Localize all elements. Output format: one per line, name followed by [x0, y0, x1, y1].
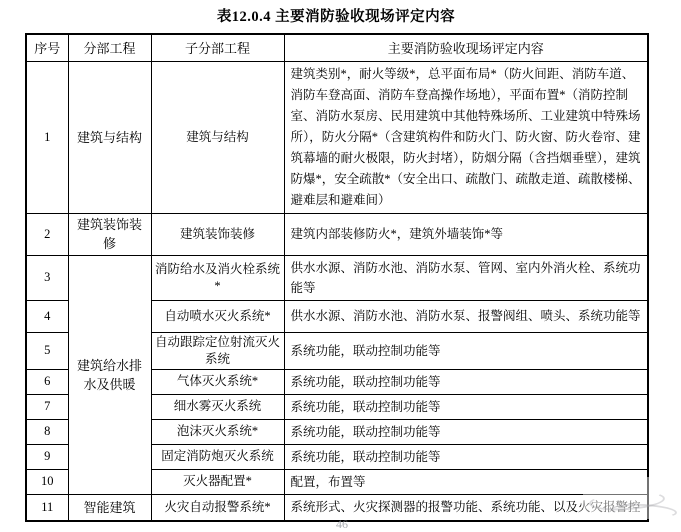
seq-cell: 10: [26, 469, 68, 494]
header-division: 分部工程: [68, 34, 151, 61]
seq-cell: 7: [26, 394, 68, 419]
fire-acceptance-table: [25, 33, 649, 522]
content-cell: 系统功能，联动控制功能等: [284, 419, 648, 444]
division-cell-merged: [68, 255, 151, 494]
seq-cell: 1: [26, 61, 68, 213]
table-title: 表12.0.4 主要消防验收现场评定内容: [216, 9, 456, 25]
subdivision-cell: 细水雾灭火系统: [151, 394, 284, 419]
table-row: [26, 213, 648, 255]
subdivision-cell: 灭火器配置*: [151, 469, 284, 494]
division-cell: [68, 494, 151, 521]
seq-cell: 4: [26, 300, 68, 332]
content-cell: 供水水源、消防水池、消防水泵、管网、室内外消火栓、系统功能等: [284, 255, 648, 300]
subdivision-cell: 自动跟踪定位射流灭火系统: [151, 332, 284, 369]
seq-cell: 3: [26, 255, 68, 300]
seq-cell: 9: [26, 444, 68, 469]
subdivision-cell: 自动喷水灭火系统*: [151, 300, 284, 332]
division-label: 建筑装饰装修: [76, 217, 142, 251]
division-cell: [68, 213, 151, 255]
division-label: 智能建筑: [83, 499, 136, 515]
content-cell: 系统功能，联动控制功能等: [284, 332, 648, 369]
subdivision-cell: 火灾自动报警系统*: [151, 494, 284, 521]
seq-cell: 11: [26, 494, 68, 521]
header-subdivision: 子分部工程: [151, 34, 284, 61]
content-cell: 系统功能，联动控制功能等: [284, 444, 648, 469]
content-cell: 系统形式、火灾探测器的报警功能、系统功能、以及火灾报警控: [284, 494, 648, 521]
subdivision-cell: 建筑与结构: [151, 61, 284, 213]
seq-cell: 6: [26, 369, 68, 394]
seq-cell: 2: [26, 213, 68, 255]
subdivision-cell: 固定消防炮灭火系统: [151, 444, 284, 469]
seq-cell: 8: [26, 419, 68, 444]
subdivision-cell: 消防给水及消火栓系统*: [151, 255, 284, 300]
header-seq: 序号: [26, 34, 68, 61]
page-number: 46: [336, 517, 348, 531]
table-header-row: [26, 34, 648, 61]
content-cell: 建筑类别*，耐火等级*，总平面布局*（防火间距、消防车道、消防车登高面、消防车登高操作场地），平面布置*（消防控制室、消防水泵房、民用建筑中其他特殊场所、工业建筑中特殊场所），防火分隔*（含建筑构件和防火门、防火窗、防火卷帘、建筑幕墙的耐火极限，防火封堵），防烟分隔（含挡烟垂壁），建筑防爆*，安全疏散*（安全出口、疏散门、疏散走道、疏散楼梯、避难层和避难间）: [284, 61, 648, 213]
content-cell: 配置，布置等: [284, 469, 648, 494]
content-cell: 建筑内部装修防火*，建筑外墙装饰*等: [284, 213, 648, 255]
subdivision-cell: 泡沫灭火系统*: [151, 419, 284, 444]
division-cell: [68, 61, 151, 213]
content-cell: 供水水源、消防水池、消防水泵、报警阀组、喷头、系统功能等: [284, 300, 648, 332]
subdivision-cell: 气体灭火系统*: [151, 369, 284, 394]
division-label: 建筑给水排水及供暖: [76, 357, 142, 392]
content-cell: 系统功能，联动控制功能等: [284, 369, 648, 394]
content-cell: 系统功能，联动控制功能等: [284, 394, 648, 419]
table-row: [26, 61, 648, 213]
header-content: 主要消防验收现场评定内容: [284, 34, 648, 61]
division-label: 建筑与结构: [76, 129, 142, 145]
table-row: [26, 255, 648, 300]
subdivision-cell: 建筑装饰装修: [151, 213, 284, 255]
seq-cell: 5: [26, 332, 68, 369]
